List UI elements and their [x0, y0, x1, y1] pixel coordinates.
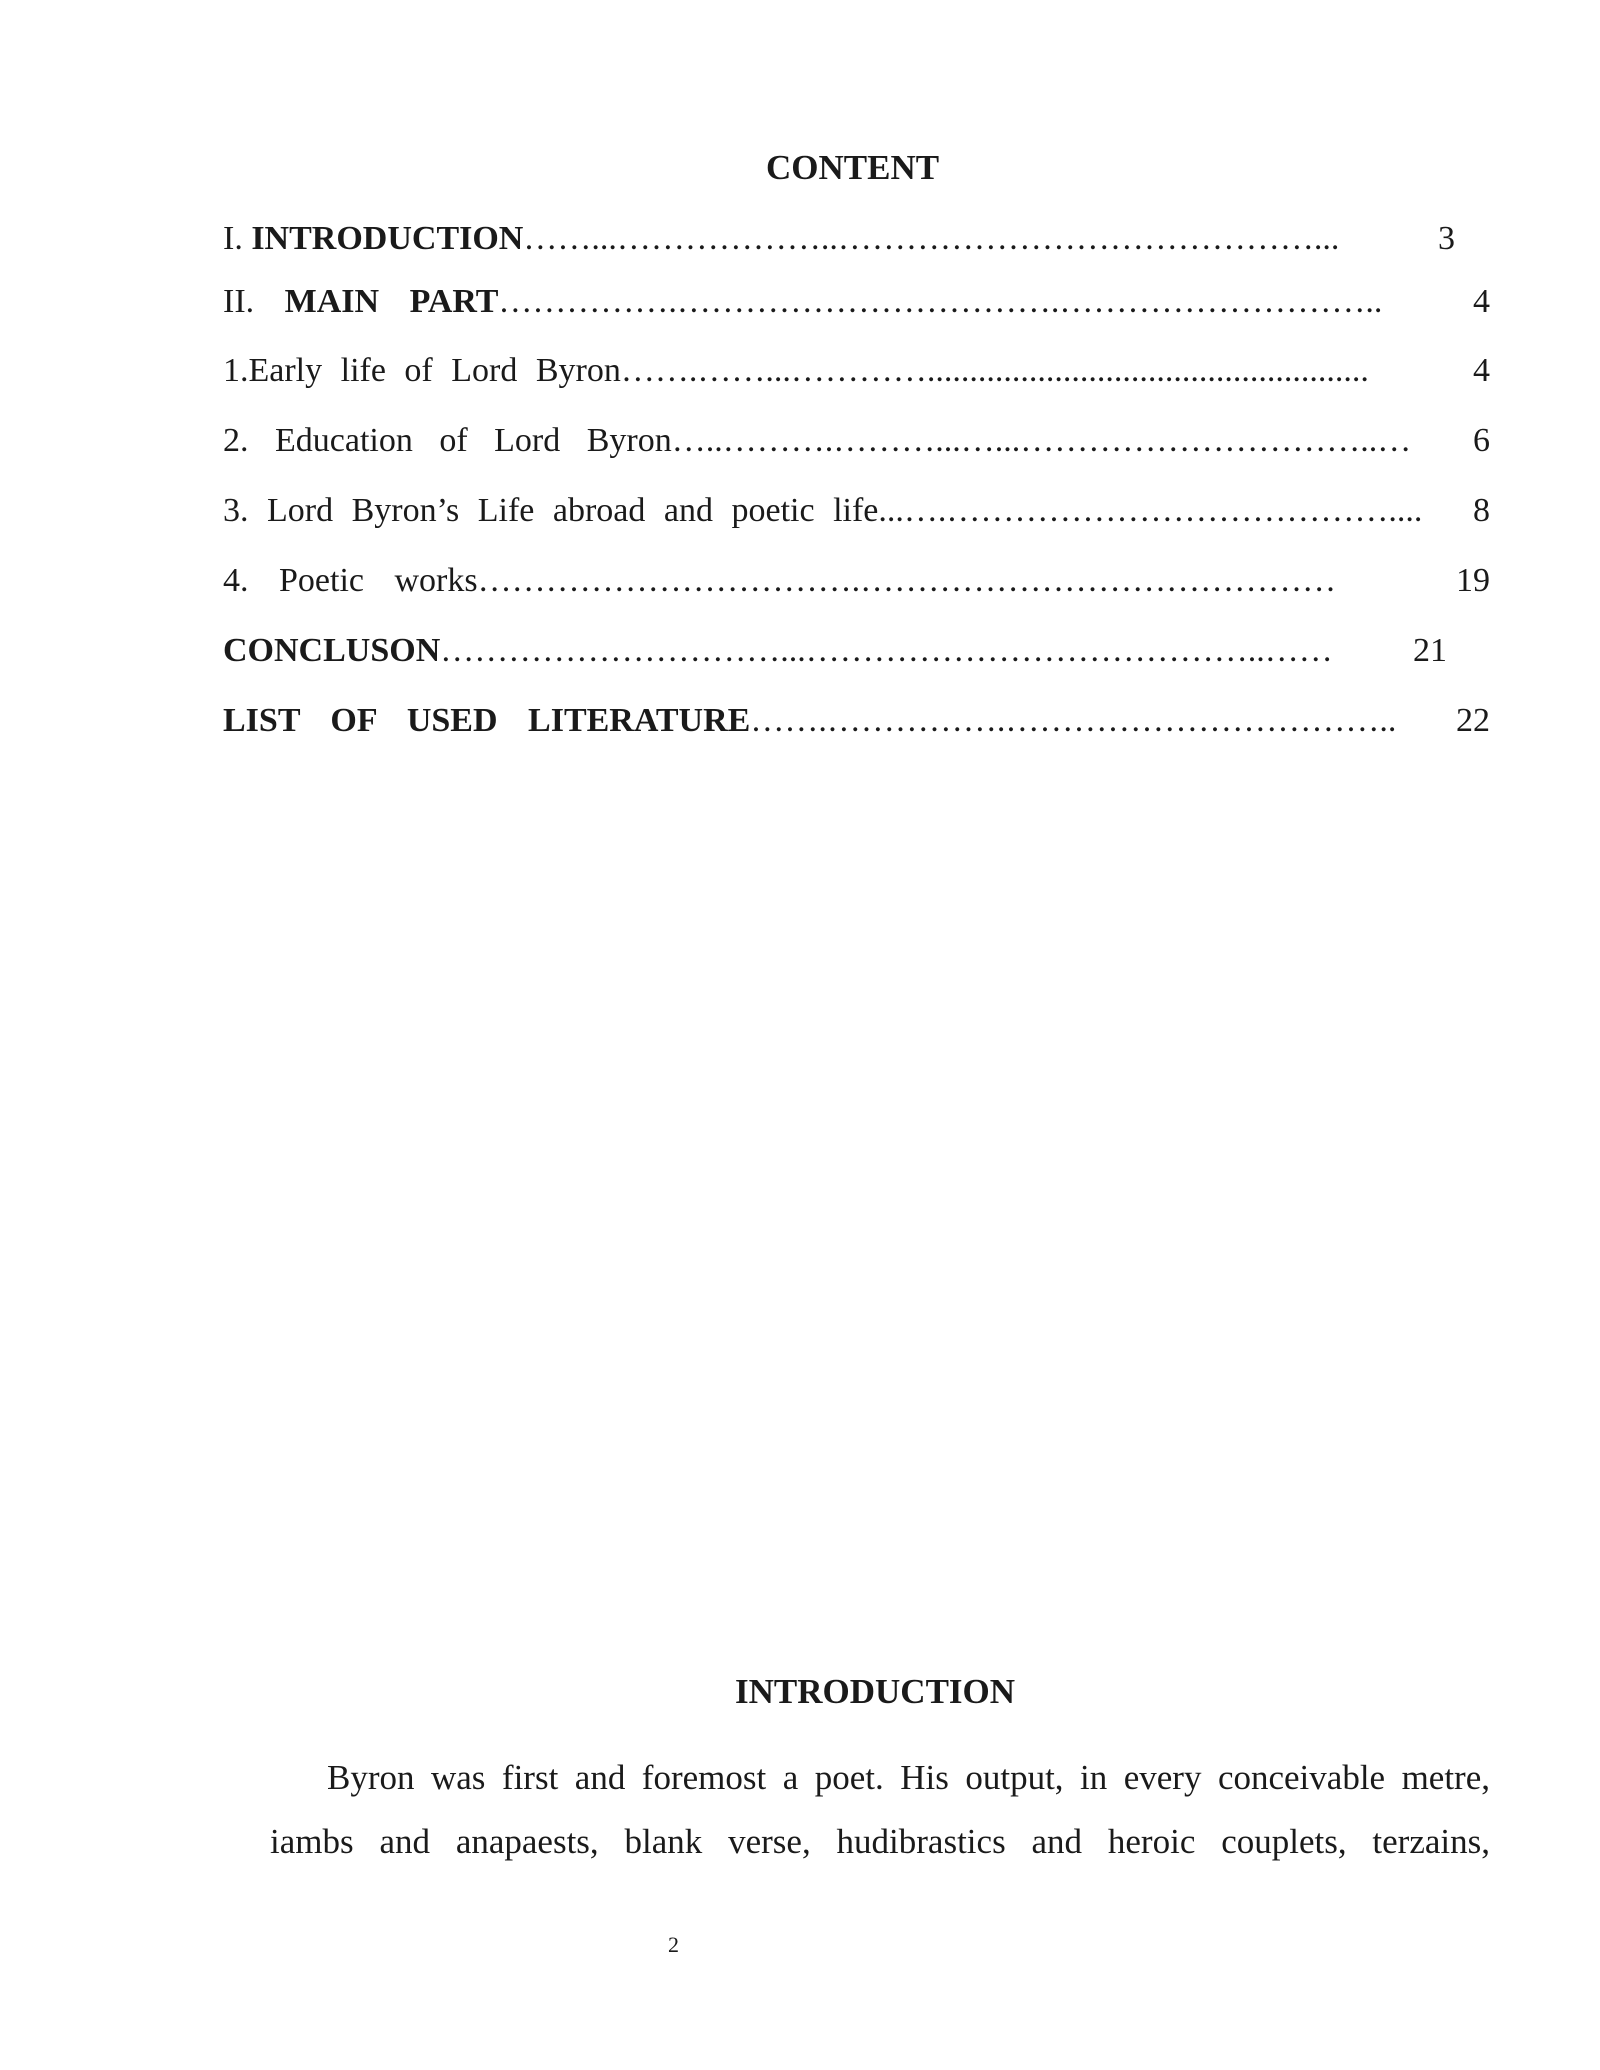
toc-page-number: 22	[1456, 702, 1490, 739]
toc-leader-dots: …………………………...…………………………………..……	[440, 632, 1333, 669]
page-number: 2	[668, 1932, 679, 1957]
toc-entry-used-literature[interactable]	[223, 702, 1490, 740]
toc-page-number: 6	[1473, 422, 1490, 459]
toc-entry-poetic-works[interactable]	[223, 562, 1490, 600]
introduction-paragraph-line: iambs and anapaests, blank verse, hudibrastics and heroic couplets, terzains,	[270, 1822, 1490, 1861]
toc-leader-dots: …………….…………………………….………………………..	[498, 283, 1383, 320]
introduction-title: INTRODUCTION	[735, 1672, 1016, 1711]
toc-entry-label: 2. Education of Lord Byron	[223, 422, 672, 459]
toc-page-number: 3	[1438, 220, 1455, 257]
toc-entry-main-part[interactable]	[223, 283, 1490, 321]
toc-leader-dots: …………………………….……………………………………	[477, 562, 1337, 599]
toc-leader-dots: …….…………….……………………………..	[750, 702, 1397, 739]
toc-leader-dots: ...….…………………………………....	[878, 492, 1423, 529]
toc-entry-label: 1.Early life of Lord Byron	[223, 352, 621, 389]
toc-entry-label: 4. Poetic works	[223, 562, 478, 599]
toc-entry-prefix: II.	[223, 283, 285, 320]
toc-entry-early-life[interactable]	[223, 352, 1490, 390]
toc-leader-dots: …..……….………...…...…………………………..…	[671, 422, 1412, 459]
toc-entry-label: CONCLUSON	[223, 632, 441, 669]
toc-entry-prefix: I.	[223, 220, 252, 257]
toc-entry-life-abroad[interactable]	[223, 492, 1490, 530]
toc-page-number: 4	[1473, 352, 1490, 389]
toc-entry-introduction[interactable]	[223, 220, 1455, 258]
introduction-paragraph-line: Byron was first and foremost a poet. His output, in every conceivable metre,	[327, 1758, 1490, 1797]
toc-page-number: 8	[1473, 492, 1490, 529]
toc-page-number: 4	[1473, 283, 1490, 320]
toc-page-number: 19	[1456, 562, 1490, 599]
toc-entry-label: 3. Lord Byron’s Life abroad and poetic life	[223, 492, 879, 529]
toc-leader-dots: ……...………………..……………………………………...	[523, 220, 1340, 257]
toc-entry-education[interactable]	[223, 422, 1490, 460]
toc-leader-dots: …….……...…………....................................................	[620, 352, 1369, 389]
toc-entry-label: LIST OF USED LITERATURE	[223, 702, 751, 739]
toc-entry-label: INTRODUCTION	[251, 220, 524, 257]
toc-page-number: 21	[1413, 632, 1447, 669]
toc-entry-label: MAIN PART	[284, 283, 499, 320]
toc-title: CONTENT	[766, 148, 940, 187]
toc-entry-conclusion[interactable]	[223, 632, 1447, 670]
